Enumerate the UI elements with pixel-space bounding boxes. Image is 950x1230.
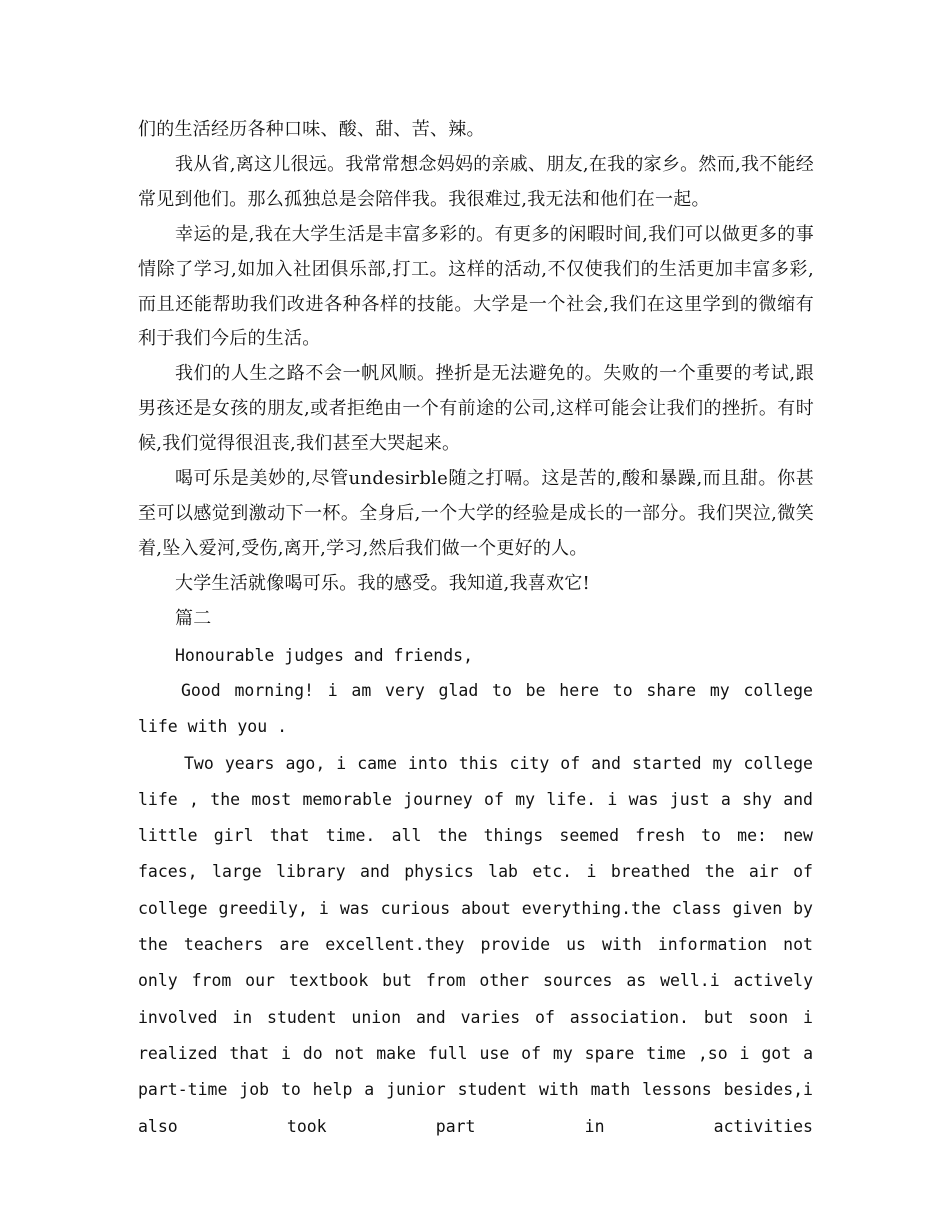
english-text-section <box>138 638 813 1145</box>
paragraph-continuation: 们的生活经历各种口味、酸、甜、苦、辣。 <box>138 119 485 140</box>
paragraph-setbacks: 我们的人生之路不会一帆风顺。挫折是无法避免的。失败的一个重要的考试,跟男孩还是女孩的朋友,或者拒绝由一个有前途的公司,这样可能会让我们的挫折。有时候,我们觉得很沮丧,我们甚至大哭起来。 <box>138 363 814 455</box>
greeting-paragraph: Good morning! i am very glad to be here to share my college life with you . <box>138 681 813 737</box>
paragraph-college-life: 幸运的是,我在大学生活是丰富多彩的。有更多的闲暇时间,我们可以做更多的事情除了学习,如加入社团俱乐部,打工。这样的活动,不仅使我们的生活更加丰富多彩,而且还能帮助我们改进各种各样的技能。大学是一个社会,我们在这里学到的微缩有利于我们今后的生活。 <box>138 223 814 350</box>
paragraph-conclusion: 大学生活就像喝可乐。我的感受。我知道,我喜欢它! <box>175 572 590 594</box>
chinese-text-section <box>138 113 814 637</box>
paragraph-hometown: 我从省,离这儿很远。我常常想念妈妈的亲戚、朋友,在我的家乡。然而,我不能经常见到他们。那么孤独总是会陪伴我。我很难过,我无法和他们在一起。 <box>138 153 814 210</box>
college-story-paragraph: Two years ago, i came into this city of and started my college life , the most memorable journey of my life. i was just a shy and little girl that time. all the things seemed fresh to me: new faces, large library and physics lab etc. i breathed the air of college greedily, i was curious about everything.the class given by the teachers are excellent.they provide us with information not only from our textbook but from other sources as well.i actively involved in student union and varies of association. but soon i realized that i do not make full use of my spare time ,so i got a part-time job to help a junior student with math lessons besides,i also took part in activities <box>138 753 813 1136</box>
paragraph-cola: 喝可乐是美妙的,尽管undesirble随之打嗝。这是苦的,酸和暴躁,而且甜。你甚至可以感觉到激动下一杯。全身后,一个大学的经验是成长的一部分。我们哭泣,微笑着,坠入爱河,受伤,离开,学习,然后我们做一个更好的人。 <box>138 468 814 559</box>
salutation: Honourable judges and friends, <box>175 646 474 665</box>
section-heading-part-two: 篇二 <box>175 607 212 629</box>
